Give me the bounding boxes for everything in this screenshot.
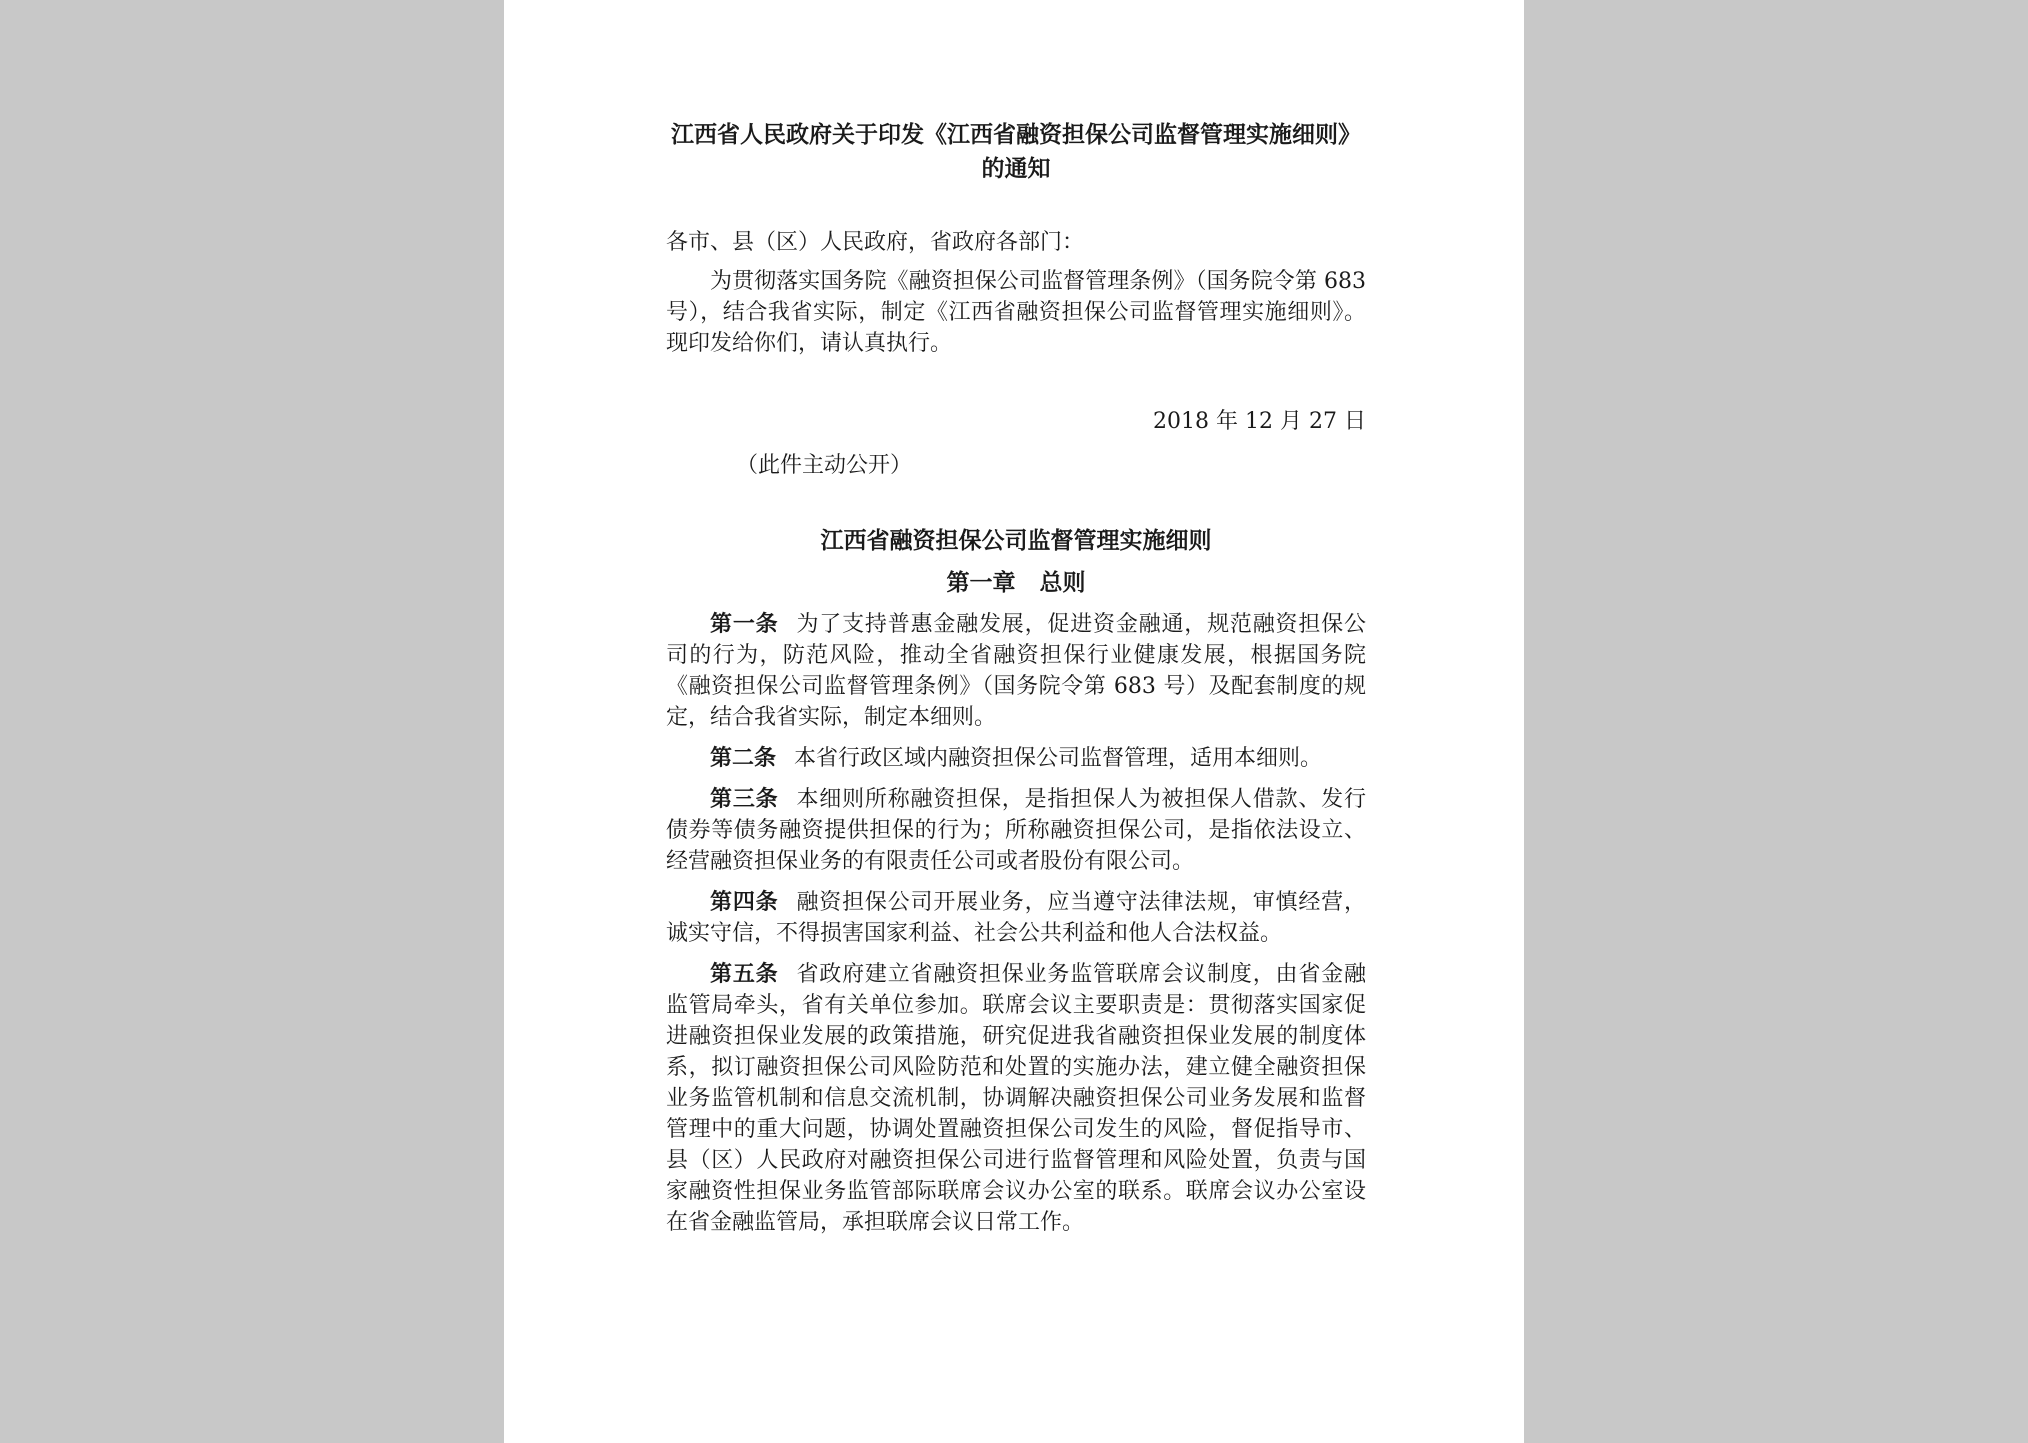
document-body (666, 118, 1366, 1248)
article-text: 本细则所称融资担保，是指担保人为被担保人借款、发行债券等债务融资提供担保的行为；所称融资担保公司，是指依法设立、经营融资担保业务的有限责任公司或者股份有限公司。 (666, 787, 1366, 874)
article-text: 融资担保公司开展业务，应当遵守法律法规，审慎经营，诚实守信，不得损害国家利益、社会公共利益和他人合法权益。 (666, 890, 1366, 946)
chapter-title: 第一章 总则 (946, 569, 1086, 596)
article-text: 省政府建立省融资担保业务监管联席会议制度，由省金融监管局牵头，省有关单位参加。联席会议主要职责是：贯彻落实国家促进融资担保业发展的政策措施，研究促进我省融资担保业发展的制度体系，拟订融资担保公司风险防范和处置的实施办法，建立健全融资担保业务监管机制和信息交流机制，协调解决融资担保公司业务发展和监督管理中的重大问题，协调处置融资担保公司发生的风险，督促指导市、县（区）人民政府对融资担保公司进行监督管理和风险处置，负责与国家融资性担保业务监管部际联席会议办公室的联系。联席会议办公室设在省金融监管局，承担联席会议日常工作。 (666, 962, 1366, 1235)
issue-date: 2018 年 12 月 27 日 (1153, 409, 1366, 434)
article-text: 为了支持普惠金融发展，促进资金融通，规范融资担保公司的行为，防范风险，推动全省融资担保行业健康发展，根据国务院《融资担保公司监督管理条例》（国务院令第 683 号）及配套制度的规定，结合我省实际，制定本细则。 (666, 612, 1366, 730)
article-3 (666, 784, 1366, 877)
article-4 (666, 887, 1366, 949)
article-2 (666, 743, 1366, 774)
rules-title: 江西省融资担保公司监督管理实施细则 (820, 527, 1212, 554)
article-number: 第三条 (710, 786, 779, 812)
document-title: 江西省人民政府关于印发《江西省融资担保公司监督管理实施细则》的通知 (671, 121, 1361, 182)
article-5 (666, 959, 1366, 1238)
disclosure-note: （此件主动公开） (736, 453, 913, 478)
article-number: 第四条 (710, 889, 779, 915)
salutation: 各市、县（区）人民政府，省政府各部门： (666, 230, 1085, 255)
article-number: 第二条 (710, 745, 777, 771)
intro-paragraph: 为贯彻落实国务院《融资担保公司监督管理条例》（国务院令第 683 号），结合我省实际，制定《江西省融资担保公司监督管理实施细则》。现印发给你们，请认真执行。 (666, 269, 1366, 356)
document-page (504, 0, 1524, 1443)
article-number: 第一条 (710, 611, 779, 637)
article-number: 第五条 (710, 961, 779, 987)
article-1 (666, 609, 1366, 733)
article-text: 本省行政区域内融资担保公司监督管理，适用本细则。 (794, 746, 1323, 771)
